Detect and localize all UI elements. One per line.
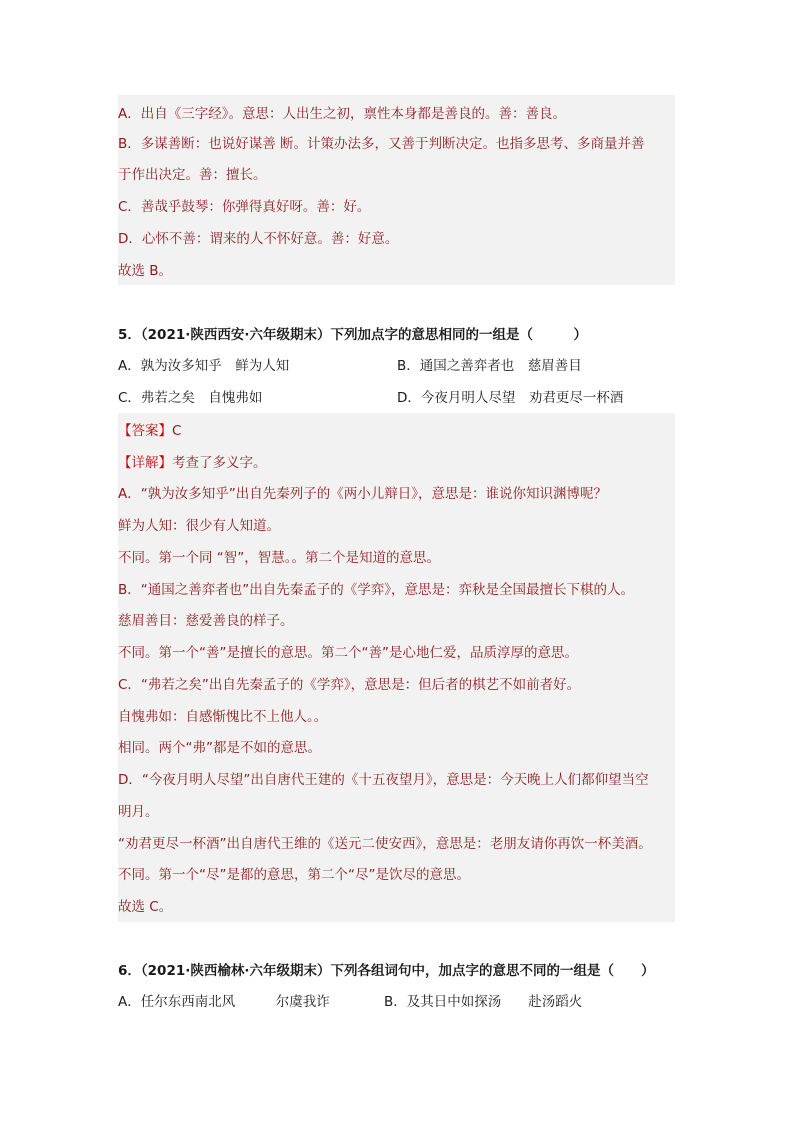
detail-intro: 考查了多义字。: [172, 455, 267, 471]
prev-explanation-line: A．出自《三字经》。意思：人出生之初，禀性本身都是善良的。善：善良。: [118, 106, 566, 122]
q5-explanation-line: A．“孰为汝多知乎”出自先秦列子的《两小儿辩日》，意思是：谁说你知识渊博呢？: [118, 486, 607, 502]
prev-explanation-line: B．多谋善断：也说好谋善 断。计策办法多，又善于判断决定。也指多思考、多商量并善: [118, 136, 645, 152]
question-6-option-b: B．及其日中如探汤 赴汤蹈火: [384, 994, 583, 1010]
prev-explanation-line: C．善哉乎鼓琴：你弹得真好呀。善：好。: [118, 199, 371, 215]
answer-tag: 【答案】: [118, 423, 172, 439]
q5-explanation-line: “劝君更尽一杯酒”出自唐代王维的《送元二使安西》，意思是：老朋友请你再饮一杯美酒。: [118, 836, 652, 852]
q5-explanation-line: 鲜为人知：很少有人知道。: [118, 518, 280, 534]
question-6-option-a: A．任尔东西南北风 尔虞我诈: [118, 994, 330, 1010]
question-5-option-d: D．今夜月明人尽望 劝君更尽一杯酒: [397, 390, 624, 406]
q5-explanation-line: 故选 C。: [118, 899, 173, 915]
prev-explanation-line: 于作出决定。善：擅长。: [118, 167, 267, 183]
question-6-stem: [118, 961, 655, 981]
q5-detail-line: [118, 453, 267, 473]
q5-explanation-line: 不同。第一个同 “智”，智慧。。第二个是知道的意思。: [118, 550, 441, 566]
q5-explanation-line: 明月。: [118, 804, 159, 820]
q5-explanation-line: 自愧弗如：自感惭愧比不上他人。。: [118, 709, 328, 725]
question-5-option-a: A．孰为汝多知乎 鲜为人知: [118, 358, 290, 374]
q5-explanation-line: 慈眉善目：慈爱善良的样子。: [118, 613, 294, 629]
q5-explanation-line: 不同。第一个“善”是擅长的意思。第二个“善”是心地仁爱，品质淳厚的意思。: [118, 645, 578, 661]
answer-value: C: [172, 423, 182, 439]
q5-explanation-line: 相同。两个“弗”都是不如的意思。: [118, 740, 321, 756]
question-number: 6．: [118, 963, 141, 979]
question-5-option-b: B．通国之善弈者也 慈眉善目: [397, 358, 582, 374]
q5-explanation-line: 不同。第一个“尽”是都的意思，第二个“尽”是饮尽的意思。: [118, 867, 470, 883]
prev-explanation-line: D．心怀不善：谓来的人不怀好意。善：好意。: [118, 231, 399, 247]
question-number: 5．: [118, 327, 141, 343]
q5-explanation-line: C．“弗若之矣”出自先秦孟子的《学弈》，意思是：但后者的棋艺不如前者好。: [118, 677, 581, 693]
q5-explanation-line: B．“通国之善弈者也”出自先秦孟子的《学弈》，意思是：弈秋是全国最擅长下棋的人。: [118, 582, 634, 598]
question-text: （2021·陕西西安·六年级期末）下列加点字的意思相同的一组是（ ）: [140, 327, 587, 343]
detail-tag: 【详解】: [118, 455, 172, 471]
prev-explanation-line: 故选 B。: [118, 263, 173, 279]
q5-explanation-line: D．“今夜月明人尽望”出自唐代王建的《十五夜望月》，意思是：今天晚上人们都仰望当空: [118, 772, 649, 788]
question-5-option-c: C．弗若之矣 自愧弗如: [118, 390, 263, 406]
q5-answer-line: [118, 421, 181, 441]
question-5-stem: [118, 325, 587, 345]
question-text: （2021·陕西榆林·六年级期末）下列各组词句中，加点字的意思不同的一组是（ ）: [140, 963, 655, 979]
